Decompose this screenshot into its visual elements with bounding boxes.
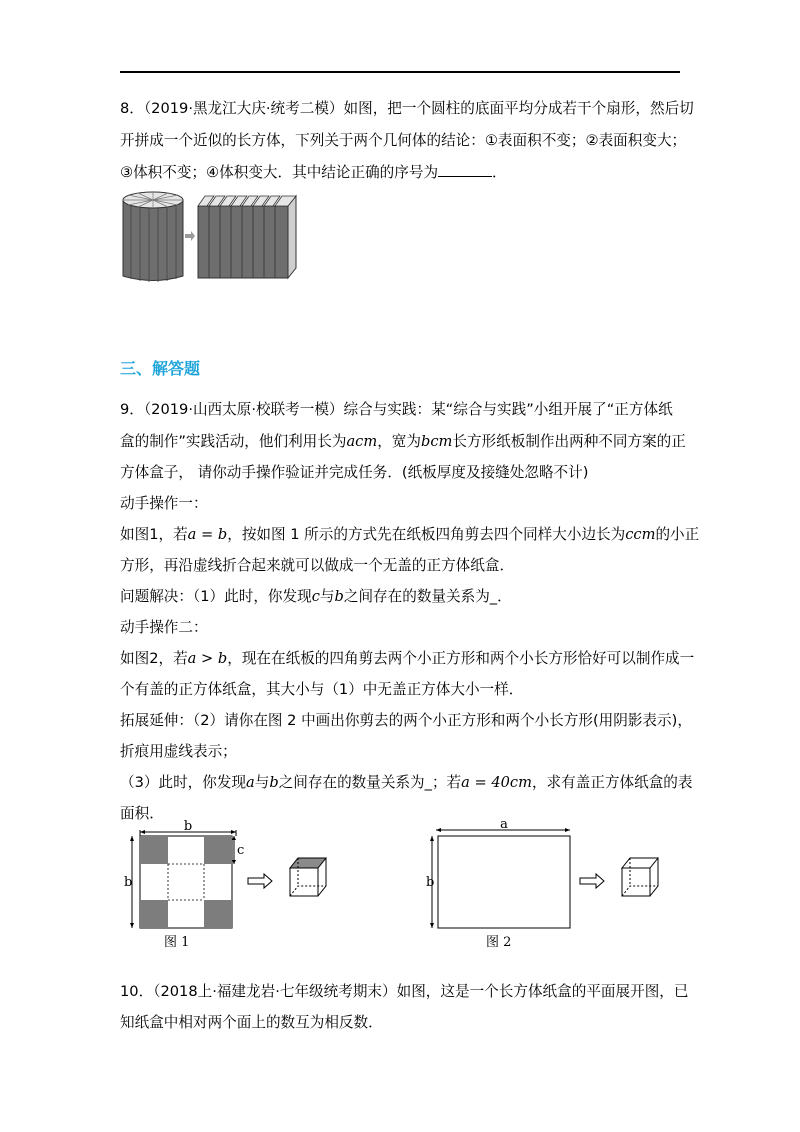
figure1-label-b-top: b [183, 819, 193, 834]
header-rule [120, 71, 680, 73]
cylinder-figure [123, 192, 183, 282]
problem9-line12: 折痕用虚线表示； [120, 743, 237, 760]
arrow-right-icon [580, 874, 604, 888]
problem9-line7: 问题解决：（1）此时，你发现c与b之间存在的数量关系为_． [120, 588, 512, 605]
figure-1 [120, 820, 340, 950]
problem9-line9: 如图2，若a > b，现在在纸板的四角剪去两个小正方形和两个小长方形恰好可以制作成一 [120, 650, 695, 667]
closed-box-icon [622, 858, 658, 896]
problem8-line2: 开拼成一个近似的长方体，下列关于两个几何体的结论：①表面积不变；②表面积变大； [120, 132, 687, 149]
problem9-line14: 面积． [120, 805, 164, 822]
problem9-line13: （3）此时，你发现a与b之间存在的数量关系为_；若a = 40cm，求有盖正方体纸盒的表 [120, 774, 693, 791]
problem9-line1: 9．（2019·山西太原·校联考一模）综合与实践：某“综合与实践”小组开展了“正方体纸 [120, 401, 673, 418]
problem8-line3: ③体积不变；④体积变大．其中结论正确的序号为 ． [120, 164, 507, 181]
problem10-line2: 知纸盒中相对两个面上的数互为相反数． [120, 1014, 383, 1031]
arrow-right-icon [185, 231, 195, 241]
figure1-label-b-left: b [124, 875, 133, 890]
problem9-line2: 盒的制作”实践活动，他们利用长为acm，宽为bcm长方形纸板制作出两种不同方案的正 [120, 433, 686, 450]
figure-2 [424, 817, 674, 950]
cylinder-to-cuboid-figure [120, 188, 300, 288]
problem9-line5: 如图1，若a = b，按如图 1 所示的方式先在纸板四角剪去四个同样大小边长为ccm的小正 [120, 526, 700, 543]
open-box-icon [290, 858, 326, 896]
section-title: 三、解答题 [120, 359, 201, 378]
problem9-line10: 个有盖的正方体纸盒，其大小与（1）中无盖正方体大小一样． [120, 681, 524, 698]
problem10-line1: 10．（2018上·福建龙岩·七年级统考期末）如图，这是一个长方体纸盒的平面展开图，已 [120, 983, 689, 1000]
problem9-line11: 拓展延伸：（2）请你在图 2 中画出你剪去的两个小正方形和两个小长方形(用阴影表示)， [120, 712, 692, 729]
figure1-label-c: c [237, 843, 245, 858]
problem9-line3: 方体盒子， 请你动手操作验证并完成任务．(纸板厚度及接缝处忽略不计) [120, 464, 589, 481]
figure2-label-b: b [426, 875, 435, 890]
cuboid-figure [198, 196, 296, 278]
answer-blank [438, 162, 492, 177]
arrow-right-icon [248, 874, 272, 888]
problem8-line1: 8．（2019·黑龙江大庆·统考二模）如图，把一个圆柱的底面平均分成若干个扇形，然后切 [120, 100, 694, 117]
figure2-label-a: a [500, 817, 508, 832]
problem9-line6: 方形，再沿虚线折合起来就可以做成一个无盖的正方体纸盒． [120, 557, 515, 574]
figure2-caption: 图 2 [486, 935, 512, 950]
problem9-line8: 动手操作二： [120, 619, 208, 636]
problem9-line4: 动手操作一： [120, 495, 208, 512]
figure1-caption: 图 1 [164, 935, 190, 950]
